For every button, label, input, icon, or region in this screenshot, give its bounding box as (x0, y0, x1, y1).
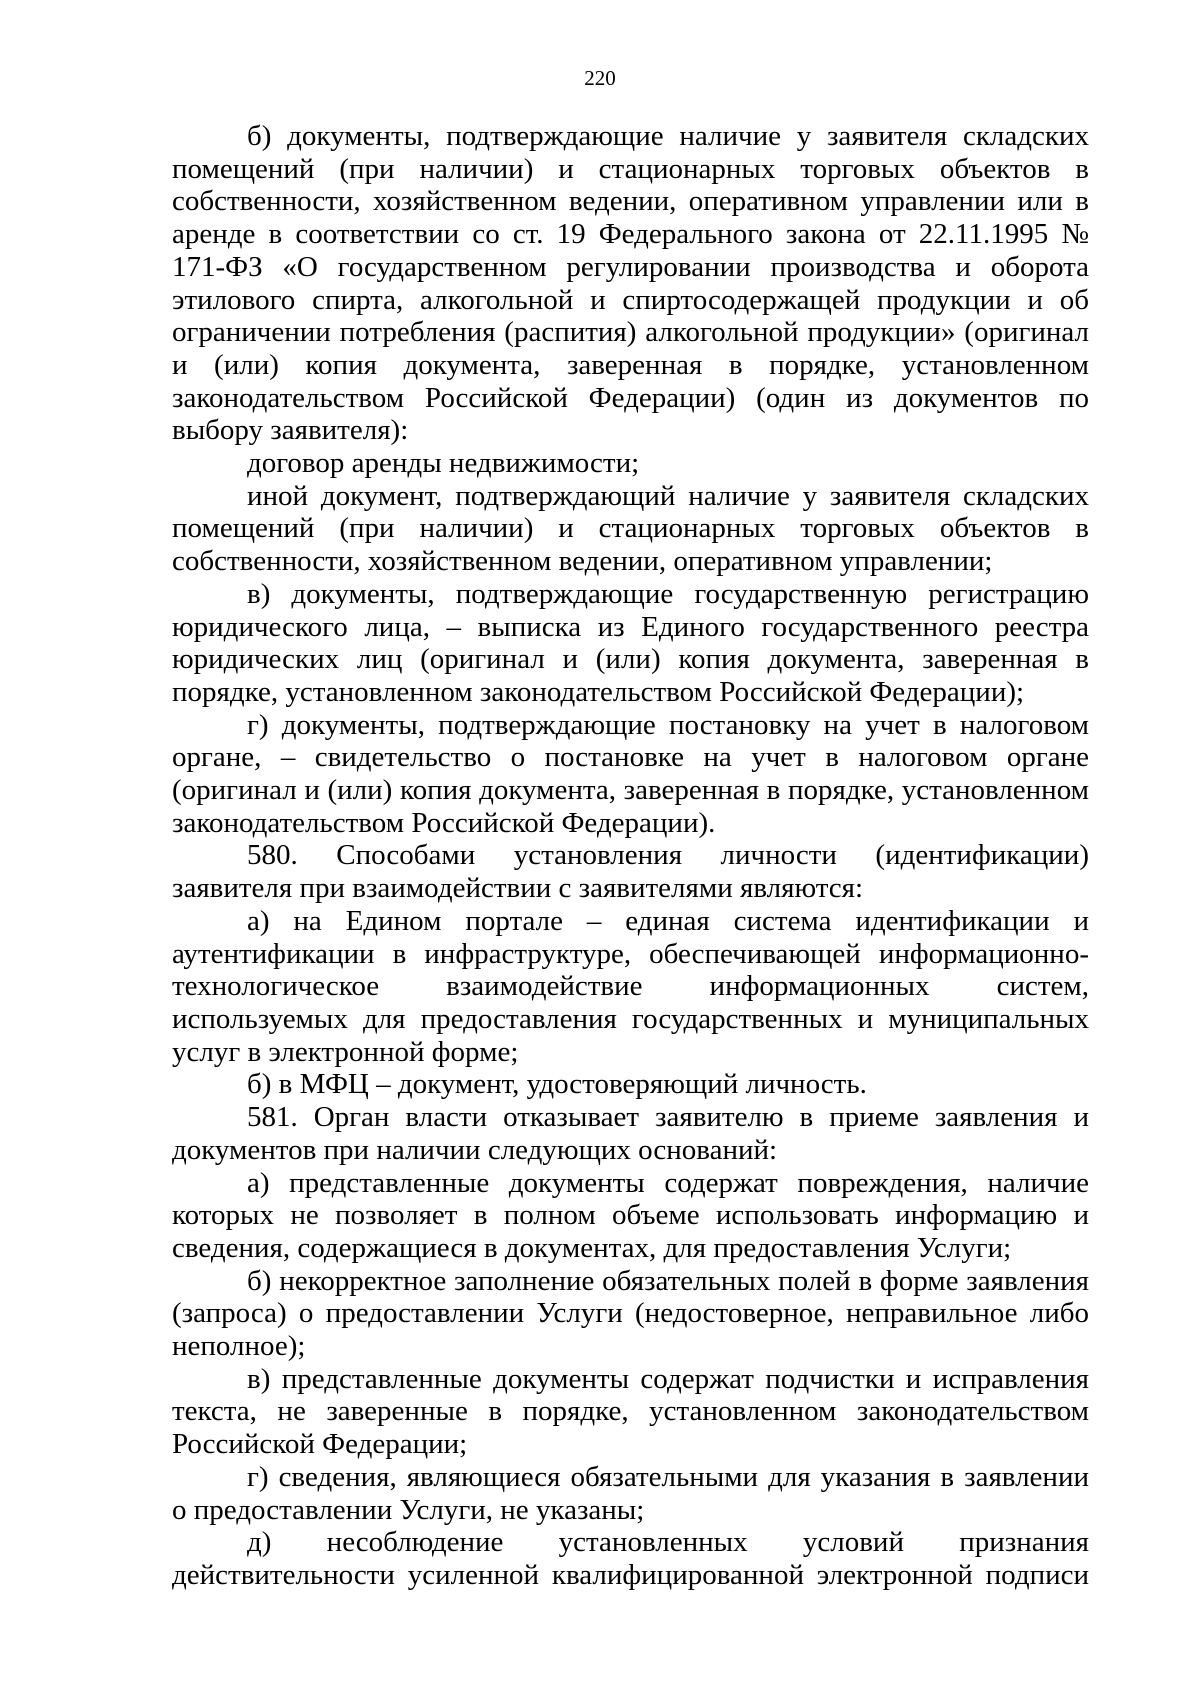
paragraph-581-refusal: 581. Орган власти отказывает заявителю в приеме заявления и документов при наличии следующих оснований: (172, 1101, 1089, 1166)
paragraph-a-unified-portal: а) на Едином портале – единая система идентификации и аутентификации в инфраструктуре, обеспечивающей информационно-технологическое взаимодействие информационных систем, используемых для предоставления государственных и муниципальных услуг в электронной форме; (172, 904, 1089, 1068)
paragraph-a-damaged-documents: а) представленные документы содержат повреждения, наличие которых не позволяет в полном объеме использовать информацию и сведения, содержащиеся в документах, для предоставления Услуги; (172, 1166, 1089, 1264)
paragraph-g-tax-registration: г) документы, подтверждающие постановку на учет в налоговом органе, – свидетельство о постановке на учет в налоговом органе (оригинал и (или) копия документа, заверенная в порядке, установленном законодательством Российской Федерации). (172, 708, 1089, 839)
paragraph-v-state-registration: в) документы, подтверждающие государственную регистрацию юридического лица, – выписка из Единого государственного реестра юридических лиц (оригинал и (или) копия документа, заверенная в порядке, установленном законодательством Российской Федерации); (172, 577, 1089, 708)
paragraph-lease-agreement: договор аренды недвижимости; (247, 447, 640, 480)
page-number: 220 (584, 66, 616, 90)
document-body (172, 120, 1089, 1592)
paragraph-v-erasures: в) представленные документы содержат подчистки и исправления текста, не заверенные в порядке, установленном законодательством Российской Федерации; (172, 1362, 1089, 1461)
paragraph-g-missing-info: г) сведения, являющиеся обязательными для указания в заявлении о предоставлении Услуги, не указаны; (172, 1460, 1089, 1526)
paragraph-b-mfc: б) в МФЦ – документ, удостоверяющий личность. (247, 1068, 867, 1101)
paragraph-b-documents-premises: б) документы, подтверждающие наличие у заявителя складских помещений (при наличии) и стационарных торговых объектов в собственности, хозяйственном ведении, оперативном управлении или в аренде в соответствии со ст. 19 Федерального закона от 22.11.1995 № 171-ФЗ «О государственном регулировании производства и оборота этилового спирта, алкогольной и спиртосодержащей продукции и об ограничении потребления (распития) алкогольной продукции» (оригинал и (или) копия документа, заверенная в порядке, установленном законодательством Российской Федерации) (один из документов по выбору заявителя): (172, 120, 1089, 447)
paragraph-b-incorrect-filling: б) некорректное заполнение обязательных полей в форме заявления (запроса) о предоставлении Услуги (недостоверное, неправильное либо неполное); (172, 1264, 1089, 1363)
paragraph-580-identification: 580. Способами установления личности (идентификации) заявителя при взаимодействии с заявителями являются: (172, 839, 1089, 905)
paragraph-other-document: иной документ, подтверждающий наличие у заявителя складских помещений (при наличии) и стационарных торговых объектов в собственности, хозяйственном ведении, оперативном управлении; (172, 479, 1089, 578)
paragraph-d-signature: д) несоблюдение установленных условий признания действительности усиленной квалифицированной электронной подписи (172, 1526, 1089, 1591)
